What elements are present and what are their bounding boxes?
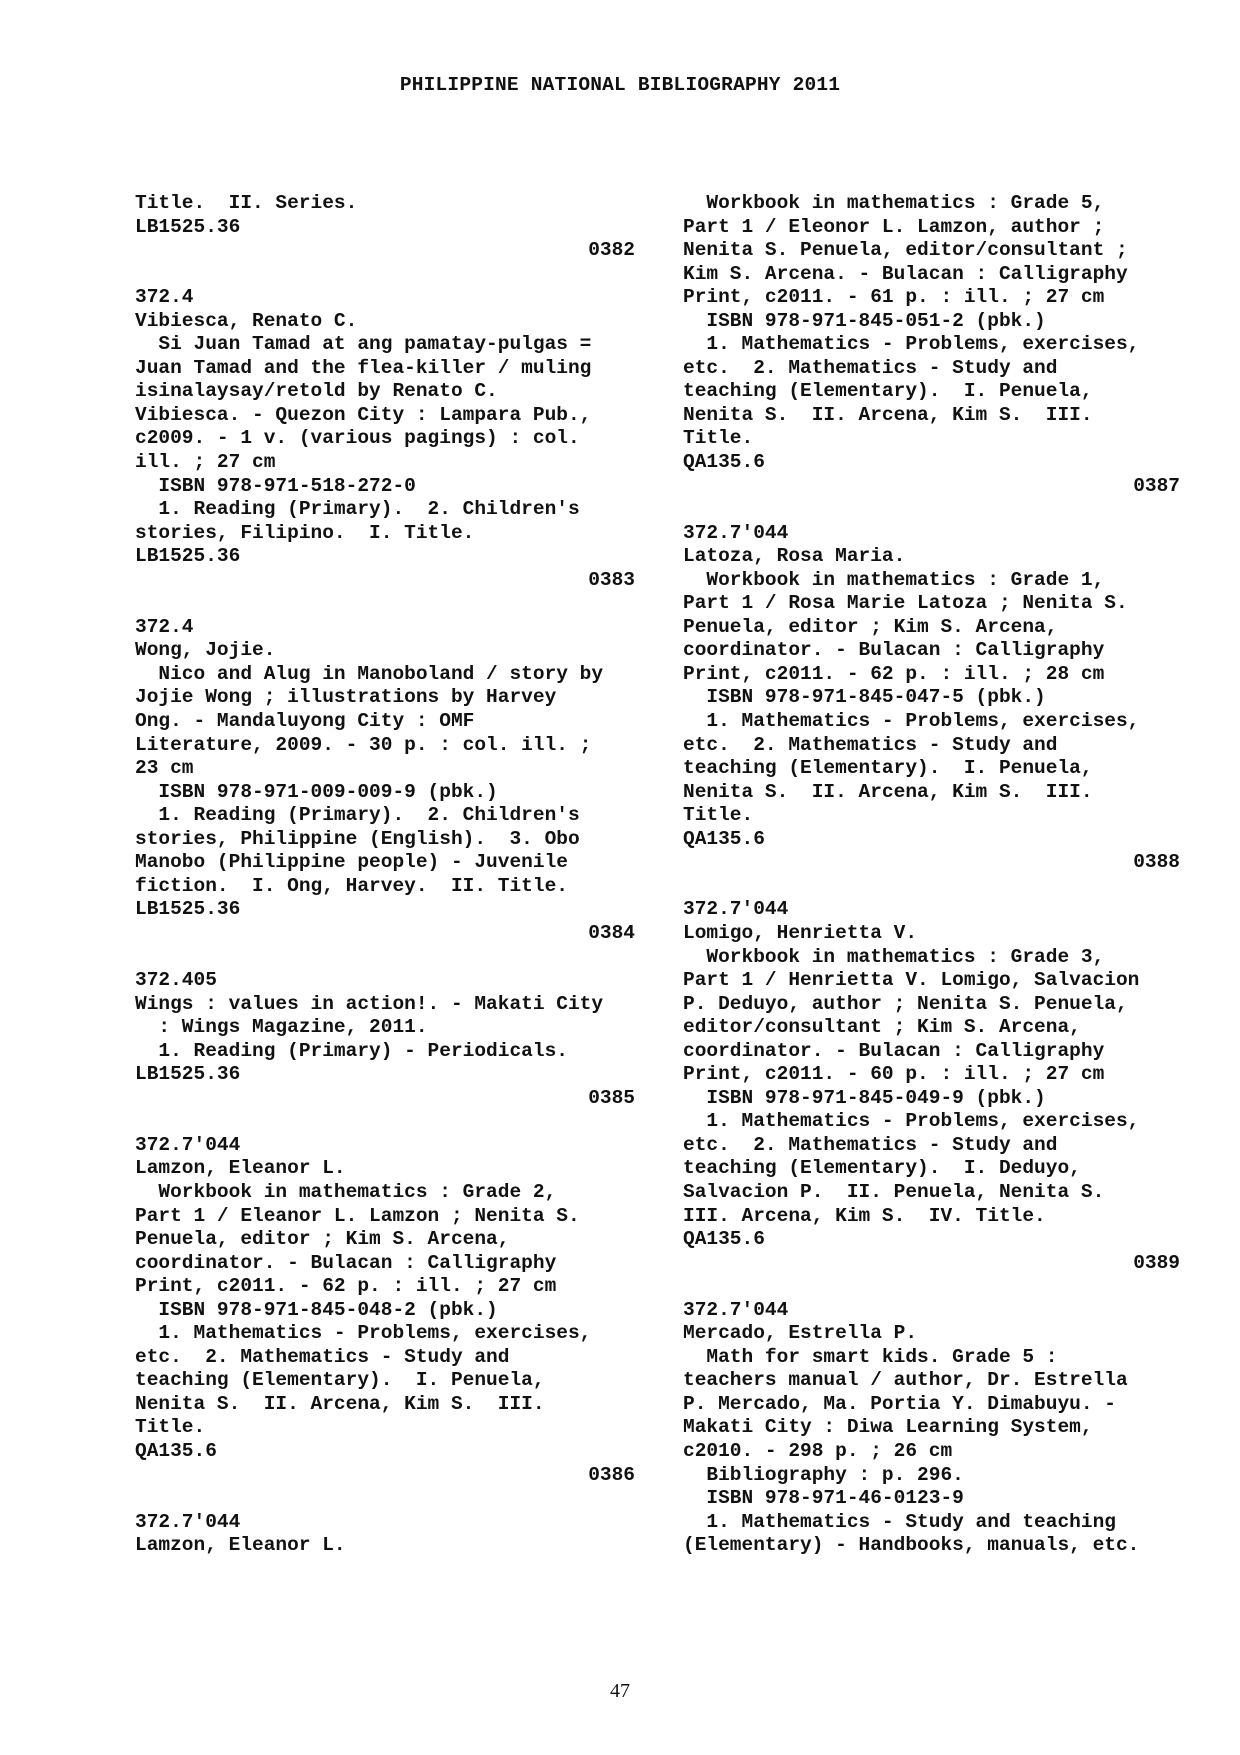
entry-line: Ong. - Mandaluyong City : OMF <box>135 710 475 733</box>
entry-line: 372.7'044 <box>683 521 789 544</box>
entry-line: Print, c2011. - 61 p. : ill. ; 27 cm <box>683 286 1105 309</box>
entry-line: 372.405 <box>135 969 217 992</box>
entry-line: Penuela, editor ; Kim S. Arcena, <box>135 1228 510 1251</box>
entry-number: 0383 <box>588 568 635 591</box>
page-number: 47 <box>610 1680 630 1702</box>
entry-line: 1. Mathematics - Problems, exercises, <box>683 333 1140 356</box>
entry-line: Literature, 2009. - 30 p. : col. ill. ; <box>135 733 592 756</box>
blank-line <box>135 263 655 287</box>
entry-line: QA135.6 <box>683 451 765 474</box>
entry-line: Vibiesca. - Quezon City : Lampara Pub., <box>135 403 592 426</box>
entry-line: Workbook in mathematics : Grade 1, <box>683 568 1105 591</box>
entry-number: 0384 <box>588 921 635 944</box>
entry-line: LB1525.36 <box>135 898 241 921</box>
entry-line: 372.4 <box>135 615 194 638</box>
entry-line: Si Juan Tamad at ang pamatay-pulgas = <box>135 333 592 356</box>
entry-line: 372.7'044 <box>683 898 789 921</box>
entry-line: ISBN 978-971-009-009-9 (pbk.) <box>135 780 498 803</box>
entry-line: LB1525.36 <box>135 545 241 568</box>
entry-line: ISBN 978-971-845-047-5 (pbk.) <box>683 686 1046 709</box>
entry-line: Title. <box>683 427 754 450</box>
entry-line: 372.4 <box>135 286 194 309</box>
entry-line: Penuela, editor ; Kim S. Arcena, <box>683 615 1058 638</box>
blank-line <box>135 1110 655 1134</box>
entry-line: Workbook in mathematics : Grade 3, <box>683 945 1105 968</box>
entry-line: c2010. - 298 p. ; 26 cm <box>683 1439 953 1462</box>
entry-line: coordinator. - Bulacan : Calligraphy <box>135 1251 557 1274</box>
entry-line: 372.7'044 <box>135 1510 241 1533</box>
entry-line: teaching (Elementary). I. Deduyo, <box>683 1157 1081 1180</box>
entry-line: c2009. - 1 v. (various pagings) : col. <box>135 427 580 450</box>
entry-number: 0388 <box>1133 851 1180 874</box>
entry-line: Lamzon, Eleanor L. <box>135 1534 346 1557</box>
left-column <box>135 192 655 1558</box>
entry-line: QA135.6 <box>683 827 765 850</box>
entry-line: ISBN 978-971-845-048-2 (pbk.) <box>135 1298 498 1321</box>
entry-line: Juan Tamad and the flea-killer / muling <box>135 356 592 379</box>
entry-line: 23 cm <box>135 757 194 780</box>
entry-line: (Elementary) - Handbooks, manuals, etc. <box>683 1534 1140 1557</box>
entry-line: fiction. I. Ong, Harvey. II. Title. <box>135 874 568 897</box>
blank-line <box>683 498 1183 522</box>
entry-line: Print, c2011. - 62 p. : ill. ; 27 cm <box>135 1275 557 1298</box>
entry-line: QA135.6 <box>135 1439 217 1462</box>
entry-line: Salvacion P. II. Penuela, Nenita S. <box>683 1180 1105 1203</box>
entry-line: Bibliography : p. 296. <box>683 1463 964 1486</box>
entry-line: ISBN 978-971-46-0123-9 <box>683 1487 964 1510</box>
entry-line: coordinator. - Bulacan : Calligraphy <box>683 1039 1105 1062</box>
entry-line: editor/consultant ; Kim S. Arcena, <box>683 1016 1081 1039</box>
entry-line: Manobo (Philippine people) - Juvenile <box>135 851 568 874</box>
entry-line: 1. Mathematics - Problems, exercises, <box>135 1322 592 1345</box>
entry-line: teaching (Elementary). I. Penuela, <box>683 757 1093 780</box>
entry-line: Print, c2011. - 62 p. : ill. ; 28 cm <box>683 662 1105 685</box>
entry-line: etc. 2. Mathematics - Study and <box>683 1133 1058 1156</box>
entry-line: ISBN 978-971-518-272-0 <box>135 474 416 497</box>
entry-line: ISBN 978-971-845-051-2 (pbk.) <box>683 309 1046 332</box>
entry-line: Makati City : Diwa Learning System, <box>683 1416 1093 1439</box>
right-column <box>683 192 1183 1558</box>
entry-line: LB1525.36 <box>135 1063 241 1086</box>
page-header: PHILIPPINE NATIONAL BIBLIOGRAPHY 2011 <box>399 74 841 96</box>
entry-line: Workbook in mathematics : Grade 2, <box>135 1180 557 1203</box>
entry-line: III. Arcena, Kim S. IV. Title. <box>683 1204 1046 1227</box>
entry-line: Part 1 / Eleanor L. Lamzon ; Nenita S. <box>135 1204 580 1227</box>
entry-line: etc. 2. Mathematics - Study and <box>683 356 1058 379</box>
entry-line: Workbook in mathematics : Grade 5, <box>683 192 1105 214</box>
entry-line: 1. Mathematics - Problems, exercises, <box>683 710 1140 733</box>
entry-line: Part 1 / Rosa Marie Latoza ; Nenita S. <box>683 592 1128 615</box>
entry-number: 0386 <box>588 1463 635 1486</box>
entry-line: 1. Mathematics - Study and teaching <box>683 1510 1116 1533</box>
entry-line: Kim S. Arcena. - Bulacan : Calligraphy <box>683 262 1128 285</box>
entry-number: 0389 <box>1133 1251 1180 1274</box>
entry-number: 0382 <box>588 239 635 262</box>
entry-line: Nenita S. II. Arcena, Kim S. III. <box>683 403 1093 426</box>
entry-line: 372.7'044 <box>683 1298 789 1321</box>
entry-line: Jojie Wong ; illustrations by Harvey <box>135 686 557 709</box>
entry-line: 1. Mathematics - Problems, exercises, <box>683 1110 1140 1133</box>
entry-line: Wings : values in action!. - Makati City <box>135 992 604 1015</box>
entry-line: coordinator. - Bulacan : Calligraphy <box>683 639 1105 662</box>
entry-line: 1. Reading (Primary) - Periodicals. <box>135 1039 568 1062</box>
entry-line: Nenita S. II. Arcena, Kim S. III. <box>135 1392 545 1415</box>
blank-line <box>683 875 1183 899</box>
entry-line: teaching (Elementary). I. Penuela, <box>683 380 1093 403</box>
blank-line <box>135 592 655 616</box>
entry-line: Title. II. Series. <box>135 192 358 214</box>
entry-line: teachers manual / author, Dr. Estrella <box>683 1369 1128 1392</box>
entry-line: Nenita S. Penuela, editor/consultant ; <box>683 239 1128 262</box>
entry-line: stories, Philippine (English). 3. Obo <box>135 827 580 850</box>
entry-line: Wong, Jojie. <box>135 639 276 662</box>
entry-line: Title. <box>135 1416 206 1439</box>
entry-line: ISBN 978-971-845-049-9 (pbk.) <box>683 1086 1046 1109</box>
entry-line: Latoza, Rosa Maria. <box>683 545 906 568</box>
entry-line: : Wings Magazine, 2011. <box>135 1016 428 1039</box>
entry-line: QA135.6 <box>683 1228 765 1251</box>
entry-line: Nenita S. II. Arcena, Kim S. III. <box>683 780 1093 803</box>
entry-line: 1. Reading (Primary). 2. Children's <box>135 498 580 521</box>
entry-line: Part 1 / Eleonor L. Lamzon, author ; <box>683 215 1105 238</box>
entry-line: Vibiesca, Renato C. <box>135 309 358 332</box>
entry-number: 0387 <box>1133 474 1180 497</box>
entry-line: P. Deduyo, author ; Nenita S. Penuela, <box>683 992 1128 1015</box>
entry-line: LB1525.36 <box>135 215 241 238</box>
entry-line: Part 1 / Henrietta V. Lomigo, Salvacion <box>683 969 1140 992</box>
entry-line: Lamzon, Eleanor L. <box>135 1157 346 1180</box>
entry-line: isinalaysay/retold by Renato C. <box>135 380 498 403</box>
entry-line: stories, Filipino. I. Title. <box>135 521 475 544</box>
blank-line <box>135 1487 655 1511</box>
entry-line: Mercado, Estrella P. <box>683 1322 918 1345</box>
entry-line: ill. ; 27 cm <box>135 451 276 474</box>
entry-line: Nico and Alug in Manoboland / story by <box>135 662 604 685</box>
entry-line: 372.7'044 <box>135 1133 241 1156</box>
entry-line: Title. <box>683 804 754 827</box>
entry-line: 1. Reading (Primary). 2. Children's <box>135 804 580 827</box>
entry-line: etc. 2. Mathematics - Study and <box>683 733 1058 756</box>
blank-line <box>683 1275 1183 1299</box>
entry-line: teaching (Elementary). I. Penuela, <box>135 1369 545 1392</box>
entry-line: P. Mercado, Ma. Portia Y. Dimabuyu. - <box>683 1392 1116 1415</box>
entry-line: Lomigo, Henrietta V. <box>683 921 918 944</box>
entry-line: Math for smart kids. Grade 5 : <box>683 1345 1058 1368</box>
blank-line <box>135 946 655 970</box>
entry-line: Print, c2011. - 60 p. : ill. ; 27 cm <box>683 1063 1105 1086</box>
entry-number: 0385 <box>588 1086 635 1109</box>
entry-line: etc. 2. Mathematics - Study and <box>135 1345 510 1368</box>
